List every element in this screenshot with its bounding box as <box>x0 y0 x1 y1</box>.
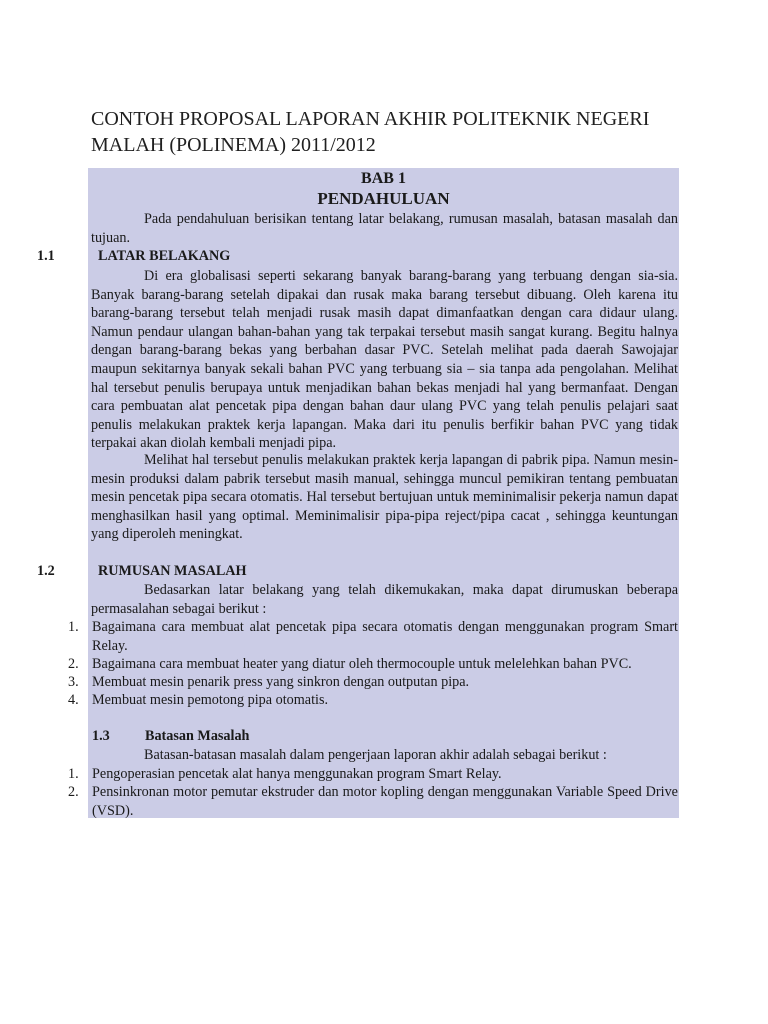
section-1-3-title: Batasan Masalah <box>145 728 250 744</box>
latar-belakang-text-2: Melihat hal tersebut penulis melakukan praktek kerja lapangan di pabrik pipa. Namun mesin-mesin produksi dalam pabrik tersebut masih manual, sehingga muncul pemikiran tentang pembuatan mesin pencetak pipa secara otomatis. Hal tersebut bertujuan untuk meminimalisir pekerja namun dapat menghasilkan hasil yang optimal. Meminimalisir pipa-pipa reject/pipa cacat , sehingga keuntungan yang diperoleh meningkat. <box>91 452 678 543</box>
section-1-3-number: 1.3 <box>92 728 110 744</box>
latar-belakang-text-1: Di era globalisasi seperti sekarang banyak barang-barang yang terbuang dengan sia-sia. Banyak barang-barang setelah dipakai dan rusak maka barang tersebut dibuang. Oleh karena itu barang-barang tersebut telah menjadi rusak masih dapat dimanfaatkan dengan cara didaur ulang. Namun pendaur ulangan bahan-bahan yang tak terpakai tersebut masih sangat kurang. Begitu halnya dengan barang-barang bekas yang berbahan dasar PVC. Setelah melihat pada daerah Sawojajar maupun sekitarnya banyak sekali bahan PVC yang terbuang sia – sia tanpa ada pengolahan. Melihat hal tersebut penulis berupaya untuk menjadikan bahan bekas menjadi hal yang bermanfaat. Dengan cara pembuatan alat pencetak pipa dengan bahan daur ulang PVC yang telah penulis pelajari saat penulis melakukan praktek kerja lapangan. Maka dari itu penulis berfikir bahan PVC yang tidak terpakai akan diolah kembali menjadi pipa. <box>91 268 678 452</box>
rumusan-item-2-text: Bagaimana cara membuat heater yang diatur oleh thermocouple untuk melelehkan bahan PVC. <box>92 656 632 672</box>
section-1-2-number: 1.2 <box>37 563 55 579</box>
batasan-item-2-number: 2. <box>68 784 79 800</box>
chapter-number: BAB 1 <box>361 170 406 187</box>
rumusan-item-4-text: Membuat mesin pemotong pipa otomatis. <box>92 692 329 708</box>
rumusan-item-2-number: 2. <box>68 656 79 672</box>
chapter-intro-text: Pada pendahuluan berisikan tentang latar belakang, rumusan masalah, batasan masalah dan tujuan. <box>91 211 678 246</box>
section-1-2-title: RUMUSAN MASALAH <box>98 563 247 579</box>
batasan-item-1-number: 1. <box>68 766 79 782</box>
batasan-masalah-intro-text: Batasan-batasan masalah dalam pengerjaan laporan akhir adalah sebagai berikut : <box>144 747 607 763</box>
batasan-item-2-text: Pensinkronan motor pemutar ekstruder dan motor kopling dengan menggunakan Variable Speed Drive (VSD). <box>92 784 678 819</box>
latar-belakang-paragraph-1 <box>91 267 678 453</box>
document-title <box>91 106 691 158</box>
batasan-masalah-intro <box>91 746 678 765</box>
document-title-line-1: CONTOH PROPOSAL LAPORAN AKHIR POLITEKNIK NEGERI <box>91 108 650 130</box>
rumusan-masalah-intro <box>91 581 678 618</box>
latar-belakang-paragraph-2 <box>91 451 678 544</box>
rumusan-item-4-number: 4. <box>68 692 79 708</box>
chapter-intro-paragraph <box>91 210 678 247</box>
rumusan-item-1-number: 1. <box>68 619 79 635</box>
section-1-1-title: LATAR BELAKANG <box>98 248 231 264</box>
section-1-1-number: 1.1 <box>37 248 55 264</box>
batasan-item-1-text: Pengoperasian pencetak alat hanya menggunakan program Smart Relay. <box>92 766 502 782</box>
rumusan-item-3-text: Membuat mesin penarik press yang sinkron dengan outputan pipa. <box>92 674 470 690</box>
chapter-title: PENDAHULUAN <box>317 189 450 208</box>
rumusan-item-3-number: 3. <box>68 674 79 690</box>
rumusan-item-1-text: Bagaimana cara membuat alat pencetak pipa secara otomatis dengan menggunakan program Smart Relay. <box>92 619 678 654</box>
rumusan-masalah-intro-text: Bedasarkan latar belakang yang telah dikemukakan, maka dapat dirumuskan beberapa permasalahan sebagai berikut : <box>91 582 678 617</box>
document-title-line-2: MALAH (POLINEMA) 2011/2012 <box>91 134 376 156</box>
